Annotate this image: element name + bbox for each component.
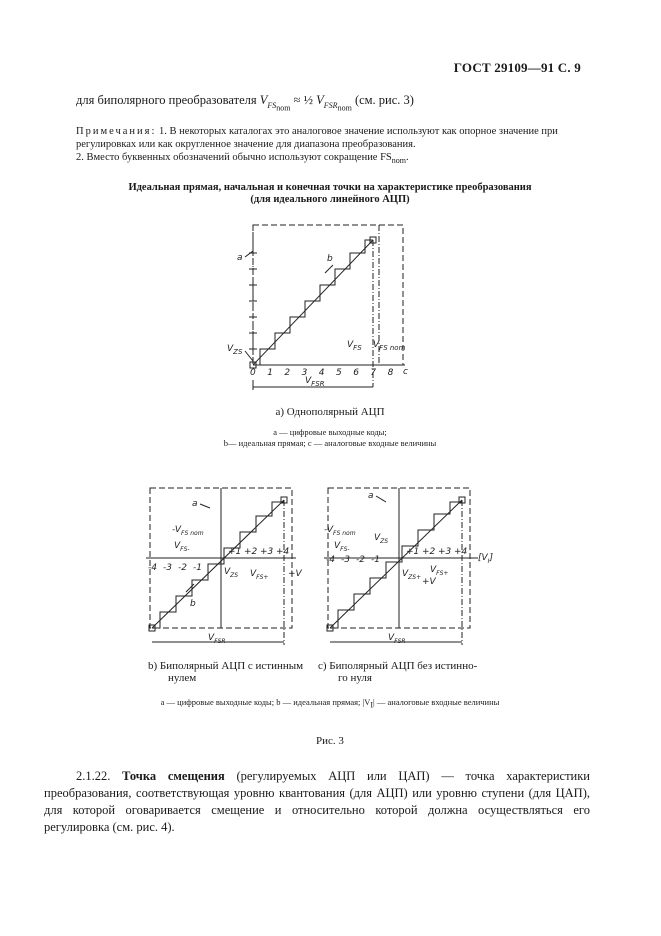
label-vfsnom-c: $-V_{FS nom}$ [324,525,356,537]
label-a: a [237,253,243,263]
notes-block [76,125,596,151]
note-2-sub: nom [391,156,407,166]
caption-a: а) Однополярный АЦП [275,406,385,418]
diagram-unipolar [215,215,415,395]
tick-label-a-4: 4 [318,368,325,378]
label-a-b: a [192,499,198,509]
tick-label-c-neg-1: -3 [341,555,350,565]
label-vfsminus-c: $V_{FS-}$ [334,541,350,553]
tick-label-b-pos-1: +2 [244,547,258,557]
label-vfsnom-plus-c: +V [422,577,436,587]
label-vfs: $V_{FS}$ [347,340,362,352]
x-tick-labels-b [148,547,290,573]
tick-label-a-2: 2 [284,368,291,378]
tick-label-b-neg-2: -2 [178,563,187,573]
caption-b-line1: b) Биполярный АЦП с истинным [148,660,304,672]
tick-label-a-7: 7 [370,368,377,378]
figure-label: Рис. 3 [316,735,344,747]
approx-sign: ≈ [293,93,301,107]
formula-sub2: FSR [323,100,338,110]
formula-v1: V [259,93,268,107]
legend-bc-end: | — аналоговые входные величины [373,697,500,707]
a-pointer [245,251,253,257]
note-1: 1. В некоторых каталогах это аналоговое значение используют как опорное значение при регулировках или как округленное значение для диапазона преобразования. [76,126,558,150]
caption-c-line1: c) Биполярный АЦП без истинно- [318,660,478,672]
label-vfsr-b: $V_{FSR}$ [208,633,226,645]
label-b-b: b [190,599,196,609]
caption-b-line2: нулем [168,672,197,684]
tick-label-b-pos-0: +1 [228,547,242,557]
page-header: ГОСТ 29109—91 С. 9 [453,60,581,75]
label-vzs-b: $V_{ZS}$ [224,567,239,579]
tick-label-a-1: 1 [267,368,273,378]
figure-title-line1: Идеальная прямая, начальная и конечная точки на характеристике преобразования [128,182,532,193]
label-b: b [327,254,333,264]
tick-label-b-pos-2: +3 [260,547,274,557]
b-pointer [325,265,333,273]
caption-c [318,660,498,684]
section-term: Точка смещения [122,769,225,783]
formula-sub1b: nom [276,103,291,113]
label-vzs-c: $V_{ZS}$ [374,533,389,545]
label-vfsplus-b: $V_{FS+}$ [250,569,269,581]
caption-c-line2: го нуля [338,672,372,684]
section-2-1-22 [44,768,590,836]
tick-label-a-0: 0 [250,368,256,378]
section-number: 2.1.22. [76,769,111,783]
note-2 [76,151,596,167]
diagram-bipolar-no-true-zero [318,480,498,650]
label-c: c [403,367,408,377]
note-2-text: 2. Вместо буквенных обозначений обычно используют сокращение FS [76,152,392,163]
legend-bc-text: а — цифровые выходные коды; b — идеальная прямая; |V [160,697,371,707]
tick-label-c-neg-2: -2 [356,555,365,565]
label-vzsplus-c: $V_{ZS+}$ [402,569,422,581]
legend-bc-sub: I [370,700,374,710]
intro-line [76,92,586,116]
tick-label-c-neg-0: -4 [326,555,335,565]
legend-a-line2: b— идеальная прямая; с — аналоговые входные величины [223,438,437,448]
label-vi-c: $[V_I]$ [478,553,493,565]
caption-b [148,660,318,684]
tick-label-c-pos-3: +4 [454,547,468,557]
figure-title [90,182,570,206]
a-pointer-b [200,504,210,508]
formula-sub2b: nom [337,103,352,113]
vzs-pointer [245,351,253,361]
tick-label-c-neg-3: -1 [371,555,380,565]
tick-label-a-3: 3 [301,368,308,378]
label-vfsnom: $V_{FS nom}$ [373,340,406,352]
tick-label-b-neg-1: -3 [163,563,172,573]
intro-suffix: (см. рис. 3) [354,93,414,107]
x-tick-labels-a [250,368,394,378]
tick-label-c-pos-2: +3 [438,547,452,557]
tick-label-a-8: 8 [387,368,394,378]
half-sign: ½ [303,93,314,107]
diagram-bipolar-true-zero [138,480,308,650]
tick-label-a-5: 5 [336,368,342,378]
tick-label-c-pos-1: +2 [422,547,436,557]
figure-title-line2: (для идеального линейного АЦП) [250,194,410,205]
label-vfsr-c: $V_{FSR}$ [388,633,406,645]
legend-bc [100,697,560,711]
tick-label-b-neg-0: -4 [148,563,157,573]
label-vfsnom-b: $-V_{FS nom}$ [172,525,204,537]
notes-label: Примечания: [76,126,157,137]
note-2-suffix: . [406,152,409,163]
formula-v2: V [316,93,324,107]
tick-label-b-pos-3: +4 [276,547,290,557]
formula-sub1: FS [267,100,277,110]
legend-a-line1: а — цифровые выходные коды; [273,427,387,437]
label-vzs: $V_{ZS}$ [227,344,243,356]
intro-prefix: для биполярного преобразователя [76,93,257,107]
label-vfsplus-c: $V_{FS+}$ [430,565,449,577]
a-pointer-c [376,496,386,502]
label-vfsnom-plus-b: +V [288,569,302,579]
tick-label-b-neg-3: -1 [193,563,202,573]
tick-label-c-pos-0: +1 [406,547,420,557]
tick-label-a-6: 6 [353,368,359,378]
label-a-c: a [368,491,374,501]
section-body: (регулируемых АЦП или ЦАП) — точка характеристики преобразования, соответствующая уровню квантования (для АЦП) или уровню ступени (для ЦАП), для которой оговаривается смещение и относительно которой должна осуществляться его регулировка (см. рис. 4). [44,769,590,834]
label-vfsminus-b: $V_{FS-}$ [174,541,190,553]
label-vfsr-a: $V_{FSR}$ [305,376,325,388]
